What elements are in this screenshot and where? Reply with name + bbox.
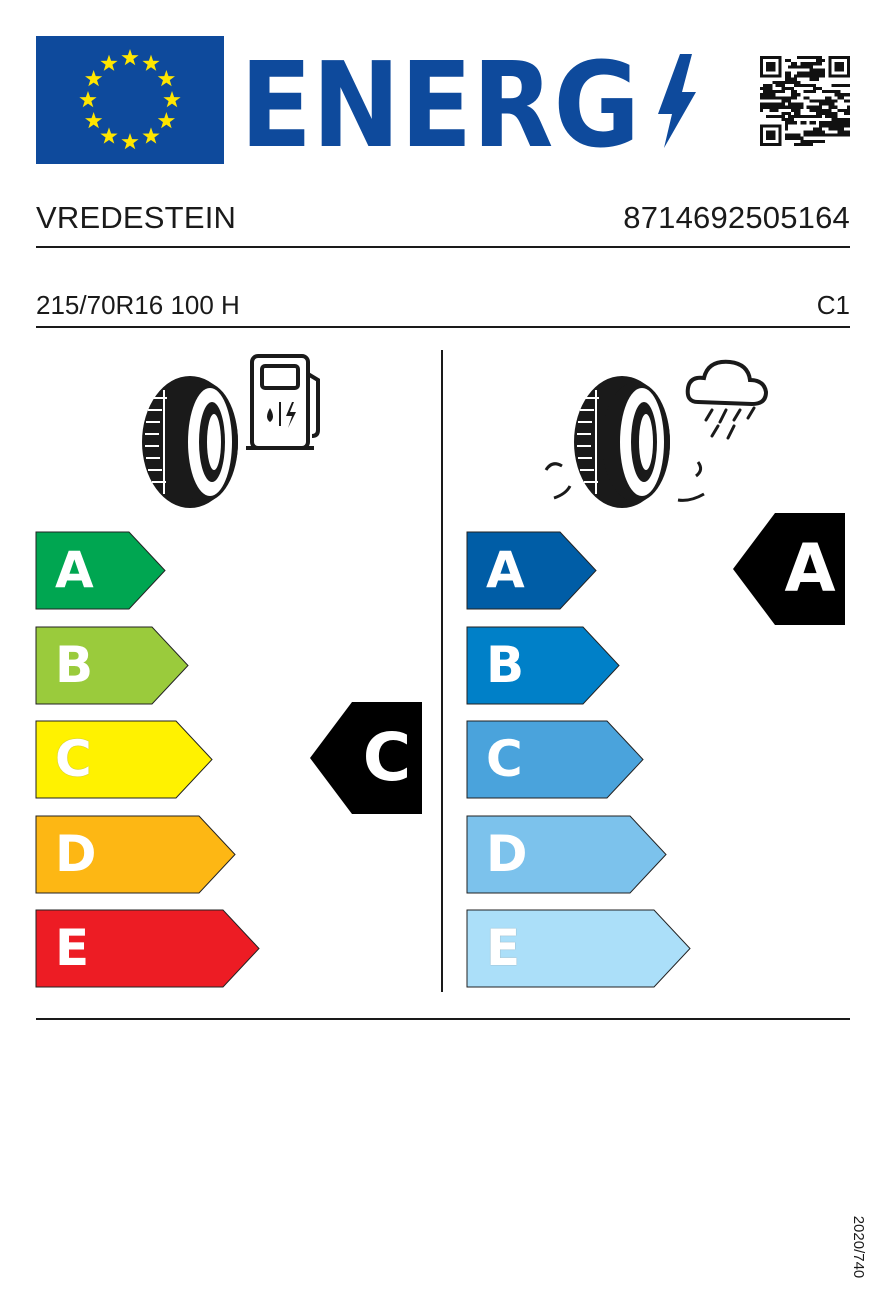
tyre-size: 215/70R16 100 H	[36, 290, 240, 320]
fuel-class-e-letter: E	[55, 919, 90, 977]
tyre-icon	[574, 376, 670, 508]
wet-grip-class-b	[466, 626, 621, 704]
tyre-class: C1	[816, 290, 850, 320]
star-icon	[85, 70, 102, 86]
star-icon	[158, 112, 175, 128]
fuel-class-c-letter: C	[55, 730, 92, 788]
fuel-class-b-letter: B	[55, 636, 94, 694]
fuel-class-a-letter: A	[55, 541, 94, 599]
wet-grip-class-c-letter: C	[486, 730, 523, 788]
fuel-class-d	[35, 815, 237, 893]
star-icon	[142, 127, 159, 143]
wet-grip-class-c	[466, 720, 645, 798]
wet-grip-class-d	[466, 815, 668, 893]
fuel-efficiency-rating	[310, 702, 422, 814]
eu-flag-icon	[36, 36, 224, 164]
star-icon	[79, 91, 96, 107]
fuel-class-a	[35, 531, 167, 609]
star-icon	[100, 127, 117, 143]
fuel-efficiency-rating-letter: C	[362, 719, 412, 796]
brand-name: VREDESTEIN	[36, 200, 237, 235]
star-icon	[121, 49, 138, 65]
wet-grip-class-e	[466, 909, 692, 987]
star-icon	[100, 55, 117, 71]
wet-grip-class-d-letter: D	[486, 825, 528, 883]
ean-code: 8714692505164	[623, 200, 850, 235]
wet-grip-class-a-letter: A	[486, 541, 525, 599]
tyre-icon	[142, 376, 238, 508]
fuel-class-c	[35, 720, 214, 798]
wet-grip-rating-letter: A	[784, 530, 836, 607]
star-icon	[142, 55, 159, 71]
divider	[36, 1018, 850, 1020]
regulation-text: 2020/740	[850, 1215, 867, 1279]
regulation-number	[842, 1212, 874, 1282]
wet-grip-class-e-letter: E	[486, 919, 521, 977]
qr-code-icon	[760, 56, 850, 146]
wet-grip-rating	[733, 513, 845, 625]
wet-grip-class-a	[466, 531, 598, 609]
wet-grip-class-b-letter: B	[486, 636, 525, 694]
divider	[36, 246, 850, 248]
lightning-bolt-icon	[658, 54, 696, 148]
star-icon	[163, 91, 180, 107]
rain-cloud-tyre-icon	[540, 350, 785, 512]
fuel-pump-tyre-icon	[128, 350, 328, 512]
energy-word: ENERG	[240, 36, 640, 164]
energy-logo	[240, 36, 710, 164]
star-icon	[121, 133, 138, 149]
fuel-class-b	[35, 626, 190, 704]
fuel-class-d-letter: D	[55, 825, 97, 883]
section-divider	[441, 350, 443, 992]
fuel-class-e	[35, 909, 261, 987]
divider	[36, 326, 850, 328]
star-icon	[158, 70, 175, 86]
star-icon	[85, 112, 102, 128]
